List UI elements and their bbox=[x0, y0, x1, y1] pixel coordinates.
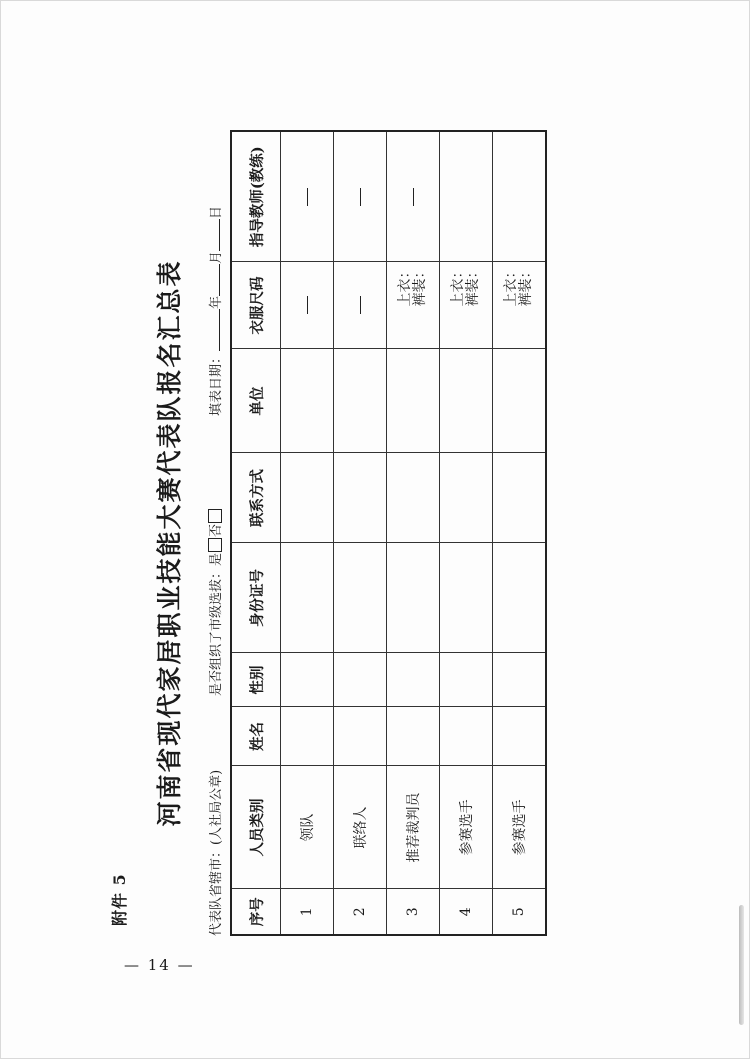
coach-cell bbox=[387, 131, 440, 262]
dash-mark bbox=[307, 188, 308, 206]
size-top-label: 上衣： bbox=[503, 264, 519, 307]
gender-cell[interactable] bbox=[493, 653, 547, 707]
size-cell bbox=[334, 262, 387, 349]
header-no: 序号 bbox=[231, 889, 281, 935]
date-label: 填表日期： bbox=[209, 350, 224, 416]
unit-cell[interactable] bbox=[493, 349, 547, 453]
month-blank[interactable] bbox=[207, 264, 220, 296]
gender-cell[interactable] bbox=[281, 653, 334, 707]
header-coach: 指导教师(教练) bbox=[231, 131, 281, 262]
month-label: 月 bbox=[209, 250, 224, 264]
dash-mark bbox=[360, 188, 361, 206]
page-edge-shadow bbox=[739, 905, 744, 1025]
day-label: 日 bbox=[209, 205, 224, 219]
contact-cell[interactable] bbox=[387, 453, 440, 543]
selection-label: 是否组织了市级选拔： bbox=[209, 565, 224, 696]
row-no: 1 bbox=[281, 889, 334, 935]
id-number-cell[interactable] bbox=[493, 543, 547, 653]
coach-cell[interactable] bbox=[440, 131, 493, 262]
name-cell[interactable] bbox=[334, 707, 387, 766]
unit-cell[interactable] bbox=[387, 349, 440, 453]
coach-cell[interactable] bbox=[493, 131, 547, 262]
coach-cell bbox=[334, 131, 387, 262]
row-no: 4 bbox=[440, 889, 493, 935]
size-cell[interactable] bbox=[387, 262, 440, 349]
selection-question bbox=[205, 508, 224, 696]
size-cell bbox=[281, 262, 334, 349]
header-gender: 性别 bbox=[231, 653, 281, 707]
row-no: 3 bbox=[387, 889, 440, 935]
contact-cell[interactable] bbox=[440, 453, 493, 543]
fill-date bbox=[205, 206, 224, 416]
unit-cell[interactable] bbox=[440, 349, 493, 453]
header-category: 人员类别 bbox=[231, 766, 281, 889]
header-id-number: 身份证号 bbox=[231, 543, 281, 653]
attachment-label: 附件 5 bbox=[110, 873, 129, 926]
header-clothing-size: 衣服尺码 bbox=[231, 262, 281, 349]
unit-cell[interactable] bbox=[334, 349, 387, 453]
contact-cell[interactable] bbox=[493, 453, 547, 543]
contact-cell[interactable] bbox=[334, 453, 387, 543]
row-category: 推荐裁判员 bbox=[387, 766, 440, 889]
gender-cell[interactable] bbox=[334, 653, 387, 707]
name-cell[interactable] bbox=[387, 707, 440, 766]
id-number-cell[interactable] bbox=[387, 543, 440, 653]
yes-checkbox[interactable] bbox=[208, 538, 222, 552]
gender-cell[interactable] bbox=[387, 653, 440, 707]
coach-cell bbox=[281, 131, 334, 262]
id-number-cell[interactable] bbox=[281, 543, 334, 653]
size-bottom-label: 裤装： bbox=[465, 264, 481, 307]
name-cell[interactable] bbox=[281, 707, 334, 766]
no-label: 否 bbox=[209, 523, 224, 537]
rotated-document bbox=[95, 134, 563, 946]
table-row bbox=[493, 131, 547, 935]
id-number-cell[interactable] bbox=[440, 543, 493, 653]
gender-cell[interactable] bbox=[440, 653, 493, 707]
row-category: 参赛选手 bbox=[493, 766, 547, 889]
size-top-label: 上衣： bbox=[450, 264, 466, 307]
row-category: 参赛选手 bbox=[440, 766, 493, 889]
table-row bbox=[281, 131, 334, 935]
name-cell[interactable] bbox=[440, 707, 493, 766]
header-name: 姓名 bbox=[231, 707, 281, 766]
yes-label: 是 bbox=[209, 552, 224, 566]
table-row bbox=[440, 131, 493, 935]
row-category: 联络人 bbox=[334, 766, 387, 889]
table-header-row bbox=[231, 131, 281, 935]
document-title: 河南省现代家居职业技能大赛代表队报名汇总表 bbox=[155, 259, 184, 827]
unit-cell[interactable] bbox=[281, 349, 334, 453]
table-row bbox=[334, 131, 387, 935]
info-line bbox=[205, 136, 227, 936]
header-unit: 单位 bbox=[231, 349, 281, 453]
dash-mark bbox=[360, 297, 361, 315]
row-category: 领队 bbox=[281, 766, 334, 889]
id-number-cell[interactable] bbox=[334, 543, 387, 653]
dash-mark bbox=[413, 188, 414, 206]
city-label: 代表队省辖市：(人社局公章) bbox=[209, 769, 224, 936]
registration-table bbox=[230, 130, 547, 936]
table-row bbox=[387, 131, 440, 935]
year-label: 年 bbox=[209, 295, 224, 309]
page-number: — 14 — bbox=[124, 956, 195, 974]
contact-cell[interactable] bbox=[281, 453, 334, 543]
row-no: 5 bbox=[493, 889, 547, 935]
header-contact: 联系方式 bbox=[231, 453, 281, 543]
row-no: 2 bbox=[334, 889, 387, 935]
size-top-label: 上衣： bbox=[397, 264, 413, 307]
year-blank[interactable] bbox=[207, 309, 220, 351]
size-cell[interactable] bbox=[493, 262, 547, 349]
dash-mark bbox=[307, 297, 308, 315]
size-cell[interactable] bbox=[440, 262, 493, 349]
no-checkbox[interactable] bbox=[208, 509, 222, 523]
size-bottom-label: 裤装： bbox=[518, 264, 534, 307]
name-cell[interactable] bbox=[493, 707, 547, 766]
day-blank[interactable] bbox=[207, 219, 220, 251]
size-bottom-label: 裤装： bbox=[412, 264, 428, 307]
